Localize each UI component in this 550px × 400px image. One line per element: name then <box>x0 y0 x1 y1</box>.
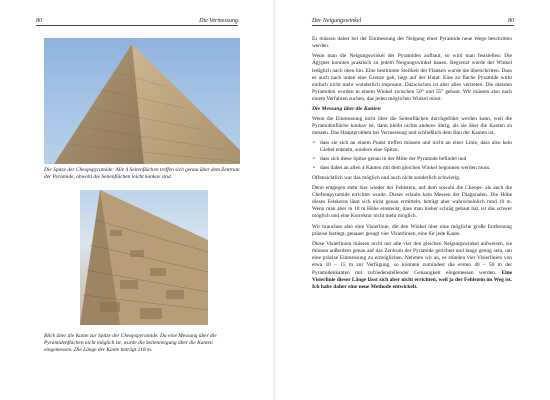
paragraph: Wir brauchen also eine Visierlinie, die den Winkel über eine mögliche große Entfernung präzise festlegt, genauer gesagt vier Visierlinien, eine für jede Kante. <box>312 223 512 237</box>
bullet-list <box>312 140 512 172</box>
left-running-head: Die Vermessung <box>199 18 238 24</box>
paragraph: Wenn man die Neigungswinkel der Pyramiden aufbaut, so wird man feststellen: Die Ägypter konnten praktisch zu jedem Neigungswinkel bauen. Begrenzt wurde der Winkel lediglich nach oben hin. Eine bestimmte Steilheit der Flanken wurde nie überschritten. Dass es auch nach unten eine Grenze gab, liegt auf der Hand. Eine zu flache Pyramide wirkt einfach nicht mehr wunderlich imposant. Dazwischen ist aber alles vertreten. Die meisten Pyramiden wurden in einem Winkel zwischen 50° und 55° gebaut. Wir müssen also nach einem Verfahren suchen, das jeden möglichen Winkel misst. <box>312 53 512 103</box>
right-page-body <box>312 36 512 294</box>
section-heading: Die Messung über die Kanten <box>312 106 381 113</box>
paragraph: Denn entgegen steht hier wieder der Fehlstein, auf dem sowohl die Cheops- als auch die Chefrenpyramide errichtet wurde. Dieser erlaubt kein Messen der Diagonalen. Die Höhe dieses Felskerns lässt sich nicht genau ermitteln, beträgt aber wahrscheinlich rund 10 m. Wenn man aber in 10 m Höhe einsteckt, dass man bisher schräg gebaut hat, ist das schwer möglich und eine Korrektur nicht mehr möglich. <box>312 184 512 220</box>
paragraph: Es müssen daher bei der Einmessung der Neigung einer Pyramide neue Wege beschritten werden. <box>312 36 512 50</box>
photo-caption-1: Die Spitze der Cheopspyramide: Alle 4 Seitenflächen treffen sich genau über dem Zentrum der Pyramide, obwohl die Seitenflächen leicht konkav sind. <box>44 167 240 180</box>
left-running-header <box>36 18 238 26</box>
list-item: • dass sie sich an einem Punkt treffen müssen und nicht an einer Linie, dass also kein Giebel entsteht, sondern eine Spitze, <box>320 140 512 154</box>
right-page <box>276 0 550 400</box>
list-item: • dass sich diese Spitze genau in der Mitte der Pyramide befindet und <box>320 156 512 163</box>
left-page-number: 80 <box>36 18 42 24</box>
photo-caption-2: Blick über die Kante zur Spitze der Cheopspyramide. Da eine Messung über die Pyramidenflächen nicht möglich ist, wurde die Seitenneigung über die Kanten eingemessen. Die Länge der Kante beträgt 218 m. <box>44 333 217 353</box>
list-item: • dass dabei an allen 4 Kanten mit dem gleichen Winkel begonnen werden muss. <box>320 165 512 172</box>
right-page-number: 80 <box>508 18 514 24</box>
right-running-head: Der Neigungswinkel <box>312 18 362 24</box>
right-running-header <box>312 18 514 26</box>
paragraph <box>312 241 512 291</box>
left-page <box>0 0 274 400</box>
paragraph: Wenn die Einmessung nicht über die Seitenflächen durchgeführt werden kann, weil die Pyramidenfläche konkav ist, dann bleibt nichts anderes übrig, als sie über die Kanten zu messen. Das Hauptproblem bei Vermessung und schließlich dem Bau der Kanten ist, <box>312 115 512 136</box>
paragraph: Offensichtlich war das möglich und auch nicht sonderlich schwierig. <box>312 174 461 181</box>
paragraph-bold-text: Eine Visierlinie dieser Länge lässt sich aber nicht errichten, weil ja der Fehlstein im Weg ist. Ich habe daher eine neue Methode entwickelt. <box>312 269 512 290</box>
paragraph-text: Diese Visierlinien müssen nicht nur alle vier den gleichen Neigungswinkel aufweisen, sie müssen außerdem genau auf das Zentrum der Pyramide gerichtet und lange genug sein, um eine präzise Einmessung zu ermöglichen. Nehmen wir an, es stünden vier Visierlinien von etwa 10 – 15 m zur Verfügung, so könnten zumindest die ersten 40 – 50 m der Pyramidenkanten mit zufriedenstellender Genauigkeit eingemessen werden. <box>312 240 512 276</box>
pyramid-apex-photo <box>44 38 240 164</box>
pyramid-edge-photo <box>80 190 208 325</box>
